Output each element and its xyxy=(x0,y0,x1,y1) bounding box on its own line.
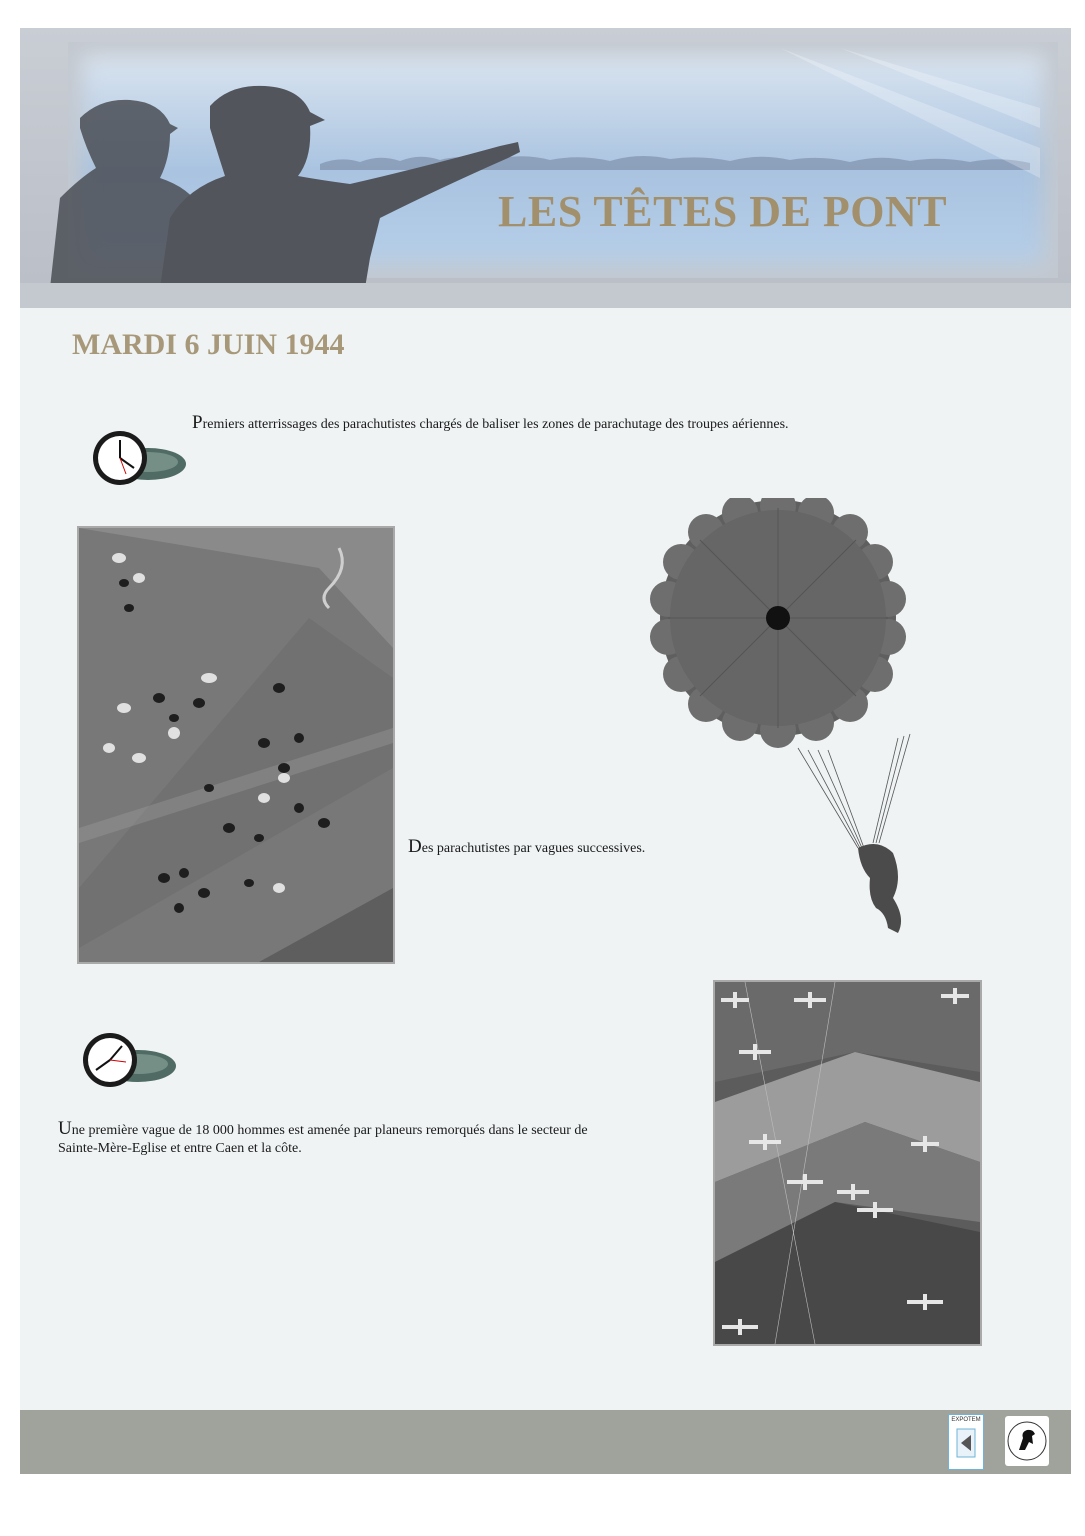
horse-emblem-logo[interactable] xyxy=(1005,1416,1049,1466)
gliders-aerial-photo xyxy=(713,980,982,1346)
event-2-line-2: Sainte-Mère-Eglise et entre Caen et la côte. xyxy=(58,1141,302,1156)
clock-icon xyxy=(90,428,190,488)
header-banner xyxy=(20,28,1071,308)
event-1-initial: P xyxy=(192,412,203,433)
section-date-title: MARDI 6 JUIN 1944 xyxy=(72,328,345,361)
expotem-logo-label: EXPOTEM xyxy=(951,1417,981,1423)
parachute-icon xyxy=(648,498,938,938)
banner-title: LES TÊTES DE PONT xyxy=(498,187,948,236)
page xyxy=(20,28,1071,1474)
footer-bar xyxy=(20,1410,1071,1474)
event-1-body: remiers atterrissages des parachutistes chargés de baliser les zones de parachutage des troupes aériennes. xyxy=(202,417,789,432)
event-2-text xyxy=(58,1120,698,1158)
photo-caption-initial: D xyxy=(408,836,422,857)
event-2-initial: U xyxy=(58,1118,72,1139)
event-2-line-1 xyxy=(58,1120,698,1140)
event-1-text xyxy=(192,414,892,434)
event-2-body-line1: ne première vague de 18 000 hommes est amenée par planeurs remorqués dans le secteur de xyxy=(71,1123,588,1138)
banner-soldiers-illustration xyxy=(20,28,1071,308)
horse-emblem-icon xyxy=(1005,1416,1049,1466)
paratroopers-aerial-photo xyxy=(77,526,395,964)
clock-icon xyxy=(80,1030,180,1090)
expotem-logo[interactable] xyxy=(948,1414,984,1470)
photo-caption-body: es parachutistes par vagues successives. xyxy=(421,841,646,856)
expotem-logo-icon xyxy=(949,1423,983,1463)
